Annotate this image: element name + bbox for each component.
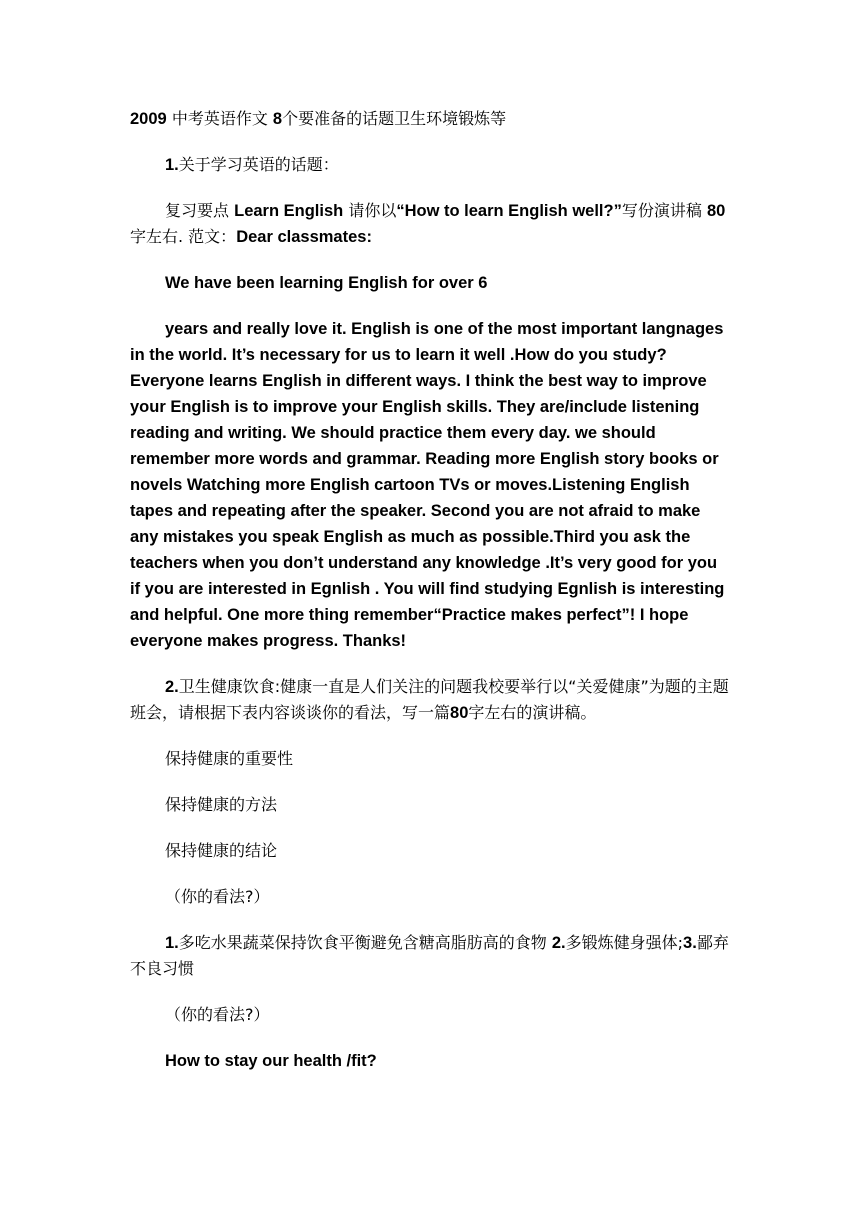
section2-word-count: 80: [450, 704, 469, 722]
health-question: How to stay our health /fit?: [165, 1052, 377, 1070]
table-item-methods: 保持健康的方法: [165, 795, 278, 814]
method-1-text: 多吃水果蔬菜保持饮食平衡避免含糖高脂肪高的食物: [178, 933, 547, 952]
section2-text-3: 字左右的演讲稿。: [468, 703, 597, 722]
essay-body: years and really love it. English is one of the most important langnages in the world. It’s necessary for us to learn it well .How do you study? Everyone learns English in different ways. I think the best way to improve your English is to improve your English skills. They are/include listening reading and writing. We should practice them every day. we should remember more words and grammar. Reading more English story books or novels Watching more English cartoon TVs or moves.Listening English tapes and repeating after the speaker. Second you are not afraid to make any mistakes you speak English as much as possible.Third you ask the teachers when you don’t understand any knowledge .It’s very good for you if you are interested in Egnlish . You will find studying Egnlish is interesting and helpful. One more thing remember“Practice makes perfect”! I hope everyone makes progress. Thanks!: [130, 320, 725, 650]
methods-list: [130, 930, 730, 982]
review-topic: Learn English: [234, 202, 344, 220]
title-year: 2009: [130, 110, 167, 128]
section1-heading-text: 关于学习英语的话题：: [178, 155, 339, 174]
review-label: 复习要点: [165, 201, 230, 220]
table-item-importance: 保持健康的重要性: [165, 749, 294, 768]
document-content: [130, 106, 730, 1074]
section2-paragraph: [130, 674, 730, 726]
document-title: [130, 106, 730, 132]
opinion-prompt-1: （你的看法?）: [165, 887, 270, 906]
section2-text-2: 为题的主题班会，请根据下表内容谈谈你的看法，写一篇: [130, 677, 729, 722]
review-instruction-2: 写份演讲稿: [621, 201, 702, 220]
table-item-conclusion: 保持健康的结论: [165, 841, 278, 860]
title-text-2: 个要准备的话题卫生环境锻炼等: [282, 109, 507, 128]
section2-text-1: 卫生健康饮食:健康一直是人们关注的问题我校要举行以: [178, 677, 569, 696]
review-greeting: Dear classmates:: [236, 228, 372, 246]
method-1-number: 1.: [165, 934, 179, 952]
review-paragraph: [130, 198, 730, 250]
title-text-1: 中考英语作文: [171, 109, 268, 128]
review-quote: “How to learn English well?”: [396, 202, 622, 220]
review-instruction-3: 字左右. 范文：: [130, 227, 237, 246]
essay-first-line: We have been learning English for over 6: [165, 274, 488, 292]
review-instruction-1: 请你以: [348, 201, 397, 220]
method-2-text: 多锻炼健身强体;: [565, 933, 684, 952]
method-3-number: 3.: [683, 934, 697, 952]
title-count: 8: [272, 110, 283, 128]
section2-number: 2.: [165, 678, 179, 696]
method-2-number: 2.: [551, 934, 566, 952]
method-3-text: 鄙弃不良习惯: [130, 933, 729, 978]
section2-quote: “关爱健康”: [568, 677, 649, 696]
opinion-prompt-2: （你的看法?）: [165, 1005, 270, 1024]
section1-number: 1.: [165, 156, 179, 174]
review-word-count: 80: [706, 202, 726, 220]
section1-heading: [130, 152, 730, 178]
